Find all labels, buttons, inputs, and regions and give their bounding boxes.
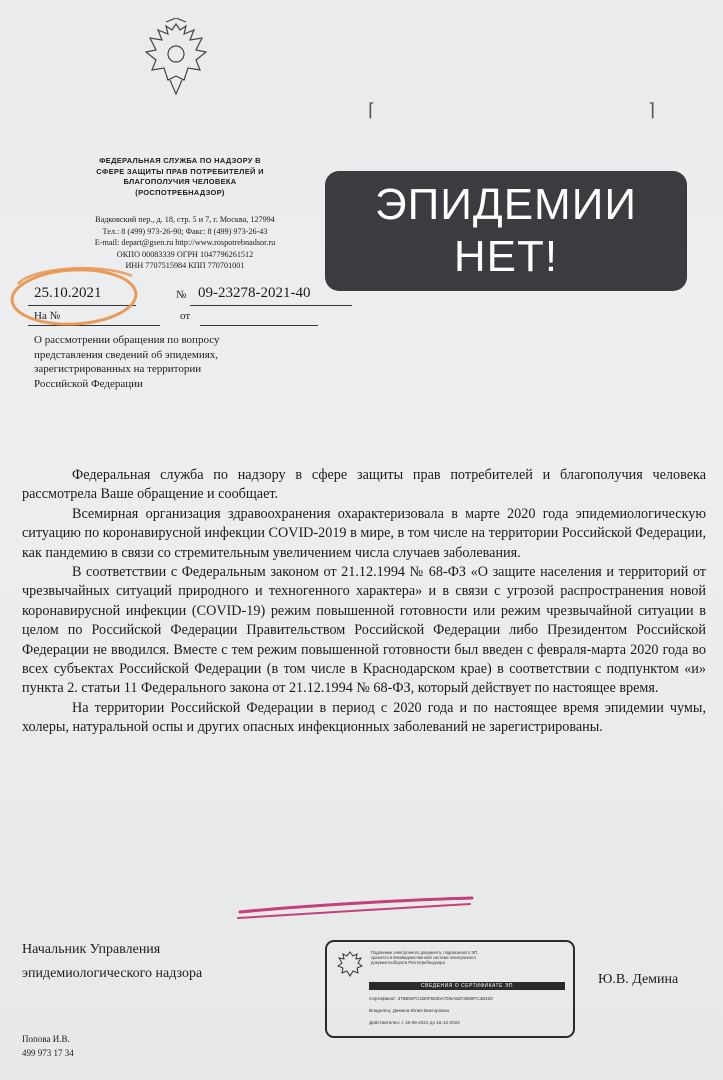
address-corner-left: ⌈ [368,100,376,120]
subject-line: Российской Федерации [34,377,143,390]
body-paragraph: Всемирная организация здравоохранения охарактеризовала в марте 2020 года эпидемиологическую ситуацию по коронавирусной инфекции COVID-2019 в мире, в том числе на территории Российской Федерации, как пандемию в связи со стремительным увеличением числа случаев заболевания. [22,505,706,561]
address-corner-right: ⌉ [648,100,656,120]
caption-overlay [325,171,687,291]
overlay-line: НЕТ! [453,232,559,281]
stamp-header-line: Подлинник электронного документа, подписанного ЭП, [371,950,479,955]
executor-phone: 499 973 17 34 [22,1048,74,1058]
subject-line: представления сведений об эпидемиях, [34,348,219,361]
underline-mark [238,904,470,918]
stamp-header-line: хранится в Межведомственной системе электронного [371,955,476,961]
ref-label: На № [34,310,61,322]
letter-date: 25.10.2021 [34,285,102,301]
executor-name: Попова И.В. [22,1034,70,1044]
body-paragraph: В соответствии с Федеральным законом от 21.12.1994 № 68-ФЗ «О защите населения и территорий от чрезвычайных ситуаций природного и техногенного характера» и в связи с угрозой распространения новой коронавирусной инфекции (COVID-19) режим повышенной готовности или режим чрезвычайной ситуации в целом по Российской Федерации Правительством Российской Федерации либо Президентом Российской Федерации не вводился. Вместе с тем режим повышенной готовности был введен с февраля-марта 2020 года во всех субъектах Российской Федерации (в том числе в Краснодарском крае) в соответствии с подпунктом «и» пункта 2. статьи 11 Федерального закона от 21.12.1994 № 68-ФЗ, который действует по настоящее время. [22,564,706,697]
number-sign: № [176,289,187,301]
agency-header-line: ФЕДЕРАЛЬНАЯ СЛУЖБА ПО НАДЗОРУ В [99,156,261,165]
stamp-owner: Владелец: Демина Юлия Викторовна [369,1008,449,1013]
stamp-banner: СВЕДЕНИЯ О СЕРТИФИКАТЕ ЭП [369,982,565,990]
signatory-name: Ю.В. Демина [598,972,679,987]
subject-line: зарегистрированных на территории [34,363,202,376]
body-paragraph: Федеральная служба по надзору в сфере защиты прав потребителей и благополучия человека рассмотрела Ваше обращение и сообщает. [22,467,706,503]
signatory-title-line: Начальник Управления [22,942,161,957]
stamp-header-line: документооборота Роспотребнадзора [371,960,445,966]
contact-line: Вадковский пер., д. 18, стр. 5 и 7, г. Москва, 127994 [95,215,275,224]
agency-header-line: (РОСПОТРЕБНАДЗОР) [135,187,225,197]
contact-line: Тел.: 8 (499) 973-26-90; Факс: 8 (499) 973-26-43 [102,226,268,236]
ot-label: от [180,310,191,322]
signatory-title-line: эпидемиологического надзора [22,966,203,981]
stamp-validity: Действителен: с 16-09-2021 до 16-12-2022 [369,1020,460,1025]
overlay-line: ЭПИДЕМИИ [375,180,637,229]
letter-number: 09-23278-2021-40 [198,285,311,301]
subject-line: О рассмотрении обращения по вопросу [34,334,220,346]
body-paragraph: На территории Российской Федерации в период с 2020 года и по настоящее время эпидемии чумы, холеры, натуральной оспы и других опасных инфекционных заболеваний не зарегистрированы. [22,699,706,736]
agency-header-line: БЛАГОПОЛУЧИЯ ЧЕЛОВЕКА [123,177,237,186]
contact-line: ИНН 7707515984 КПП 770701001 [125,261,245,271]
contact-line: ОКПО 00083339 ОГРН 1047796261512 [116,249,254,259]
stamp-certificate: Сертификат: 379B92FC1B0F5830A7D5A52F2598FC3B420 [369,996,493,1001]
contact-line: E-mail: depart@gsen.ru http://www.rospotrebnadsor.ru [94,238,276,248]
agency-header-line: СФЕРЕ ЗАЩИТЫ ПРАВ ПОТРЕБИТЕЛЕЙ И [96,166,264,176]
